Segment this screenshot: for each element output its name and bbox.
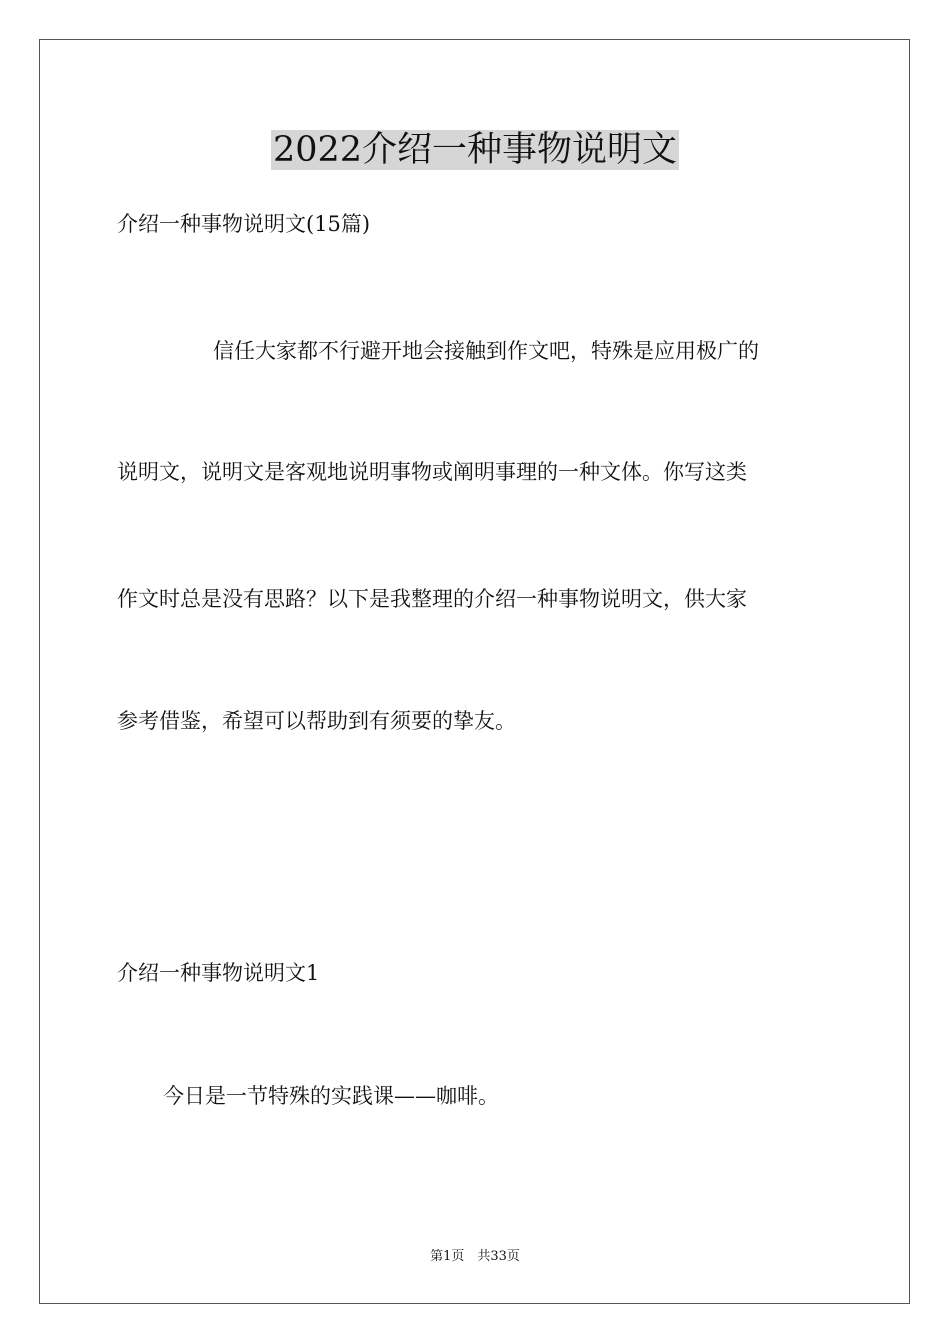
intro-paragraph-line-4: 参考借鉴，希望可以帮助到有须要的挚友。 (117, 709, 516, 733)
intro-paragraph-line-1 (117, 336, 759, 366)
intro-paragraph-line-2: 说明文，说明文是客观地说明事物或阐明事理的一种文体。你写这类 (117, 460, 747, 484)
document-subtitle: 介绍一种事物说明文(15篇) (117, 212, 371, 236)
page-footer: 第1页 共33页 (430, 1249, 520, 1264)
intro-paragraph-line-3: 作文时总是没有思路？以下是我整理的介绍一种事物说明文，供大家 (117, 587, 747, 611)
section-paragraph-line-1: 今日是一节特殊的实践课——咖啡。 (163, 1084, 499, 1108)
intro-line-1-text: 信任大家都不行避开地会接触到作文吧，特殊是应用极广的 (213, 339, 759, 363)
document-title (0, 128, 950, 172)
document-title-text: 2022介绍一种事物说明文 (272, 130, 678, 170)
section-heading: 介绍一种事物说明文1 (117, 961, 320, 985)
